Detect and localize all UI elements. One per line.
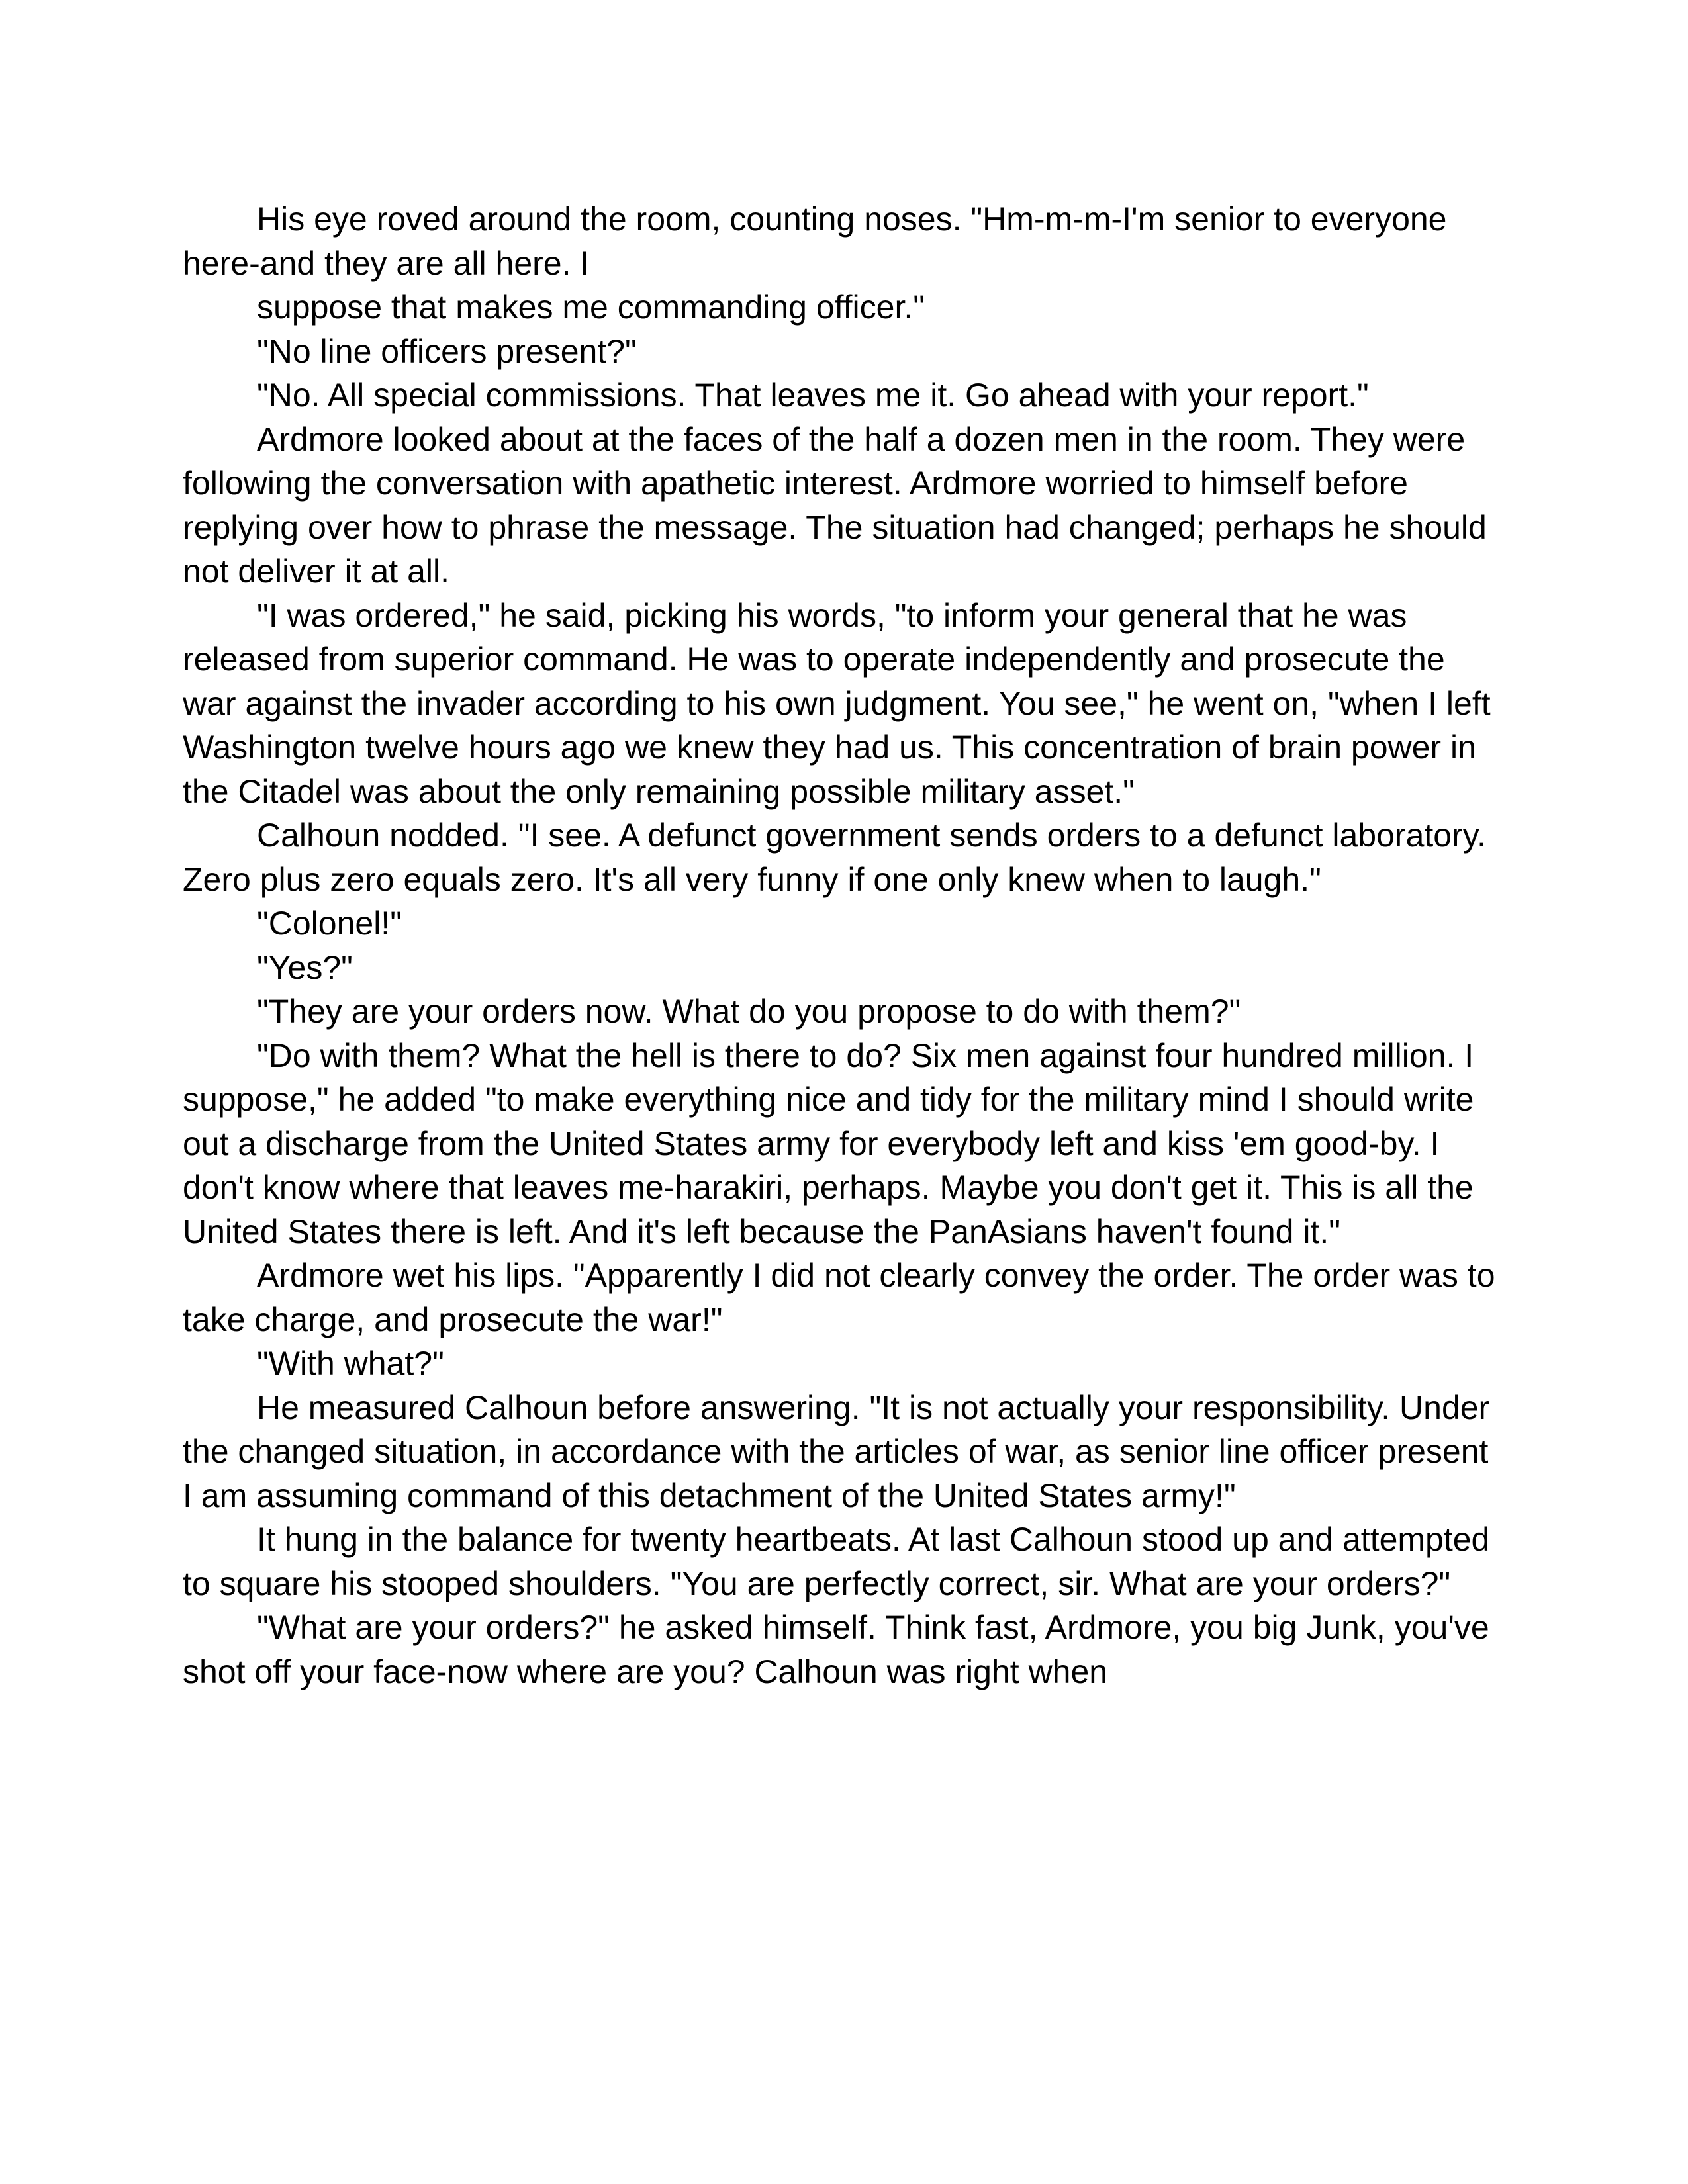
paragraph: He measured Calhoun before answering. "It is not actually your responsibility. Under the changed situation, in accordance with the articles of war, as senior line officer present I am assuming command of this detachment of the United States army!" [183, 1388, 1490, 1514]
paragraph: "What are your orders?" he asked himself. Think fast, Ardmore, you big Junk, you've shot off your face-now where are you? Calhoun was right when [183, 1609, 1489, 1690]
paragraph: "They are your orders now. What do you propose to do with them?" [257, 993, 1241, 1030]
paragraph: "Do with them? What the hell is there to do? Six men against four hundred million. I suppose," he added "to make everything nice and tidy for the military mind I should write out a discharge from the United States army for everybody left and kiss 'em good-by. I don't know where that leaves me-harakiri, perhaps. Maybe you don't get it. This is all the United States there is left. And it's left because the PanAsians haven't found it." [183, 1036, 1474, 1250]
paragraph: Ardmore wet his lips. "Apparently I did not clearly convey the order. The order was to take charge, and prosecute the war!" [183, 1257, 1495, 1338]
paragraph: "I was ordered," he said, picking his words, "to inform your general that he was released from superior command. He was to operate independently and prosecute the war against the invader according to his own judgment. You see," he went on, "when I left Washington twelve hours ago we knew they had us. This concentration of brain power in the Citadel was about the only remaining possible military asset." [183, 596, 1491, 810]
paragraph: "Colonel!" [257, 905, 402, 942]
paragraph: "With what?" [257, 1345, 444, 1382]
paragraph: Calhoun nodded. "I see. A defunct government sends orders to a defunct laboratory. Zero plus zero equals zero. It's all very funny if one only knew when to laugh." [183, 817, 1486, 898]
paragraph: "No line officers present?" [257, 332, 637, 370]
body-text [183, 197, 1507, 1694]
paragraph-continuation: suppose that makes me commanding officer." [257, 289, 925, 326]
paragraph: His eye roved around the room, counting noses. "Hm-m-m-I'm senior to everyone here-and they are all here. I [183, 201, 1447, 282]
paragraph: "No. All special commissions. That leaves me it. Go ahead with your report." [257, 377, 1369, 414]
paragraph: "Yes?" [257, 948, 353, 986]
paragraph: It hung in the balance for twenty heartbeats. At last Calhoun stood up and attempted to square his stooped shoulders. "You are perfectly correct, sir. What are your orders?" [183, 1521, 1490, 1602]
paragraph: Ardmore looked about at the faces of the half a dozen men in the room. They were following the conversation with apathetic interest. Ardmore worried to himself before replying over how to phrase the message. The situation had changed; perhaps he should not deliver it at all. [183, 420, 1487, 590]
